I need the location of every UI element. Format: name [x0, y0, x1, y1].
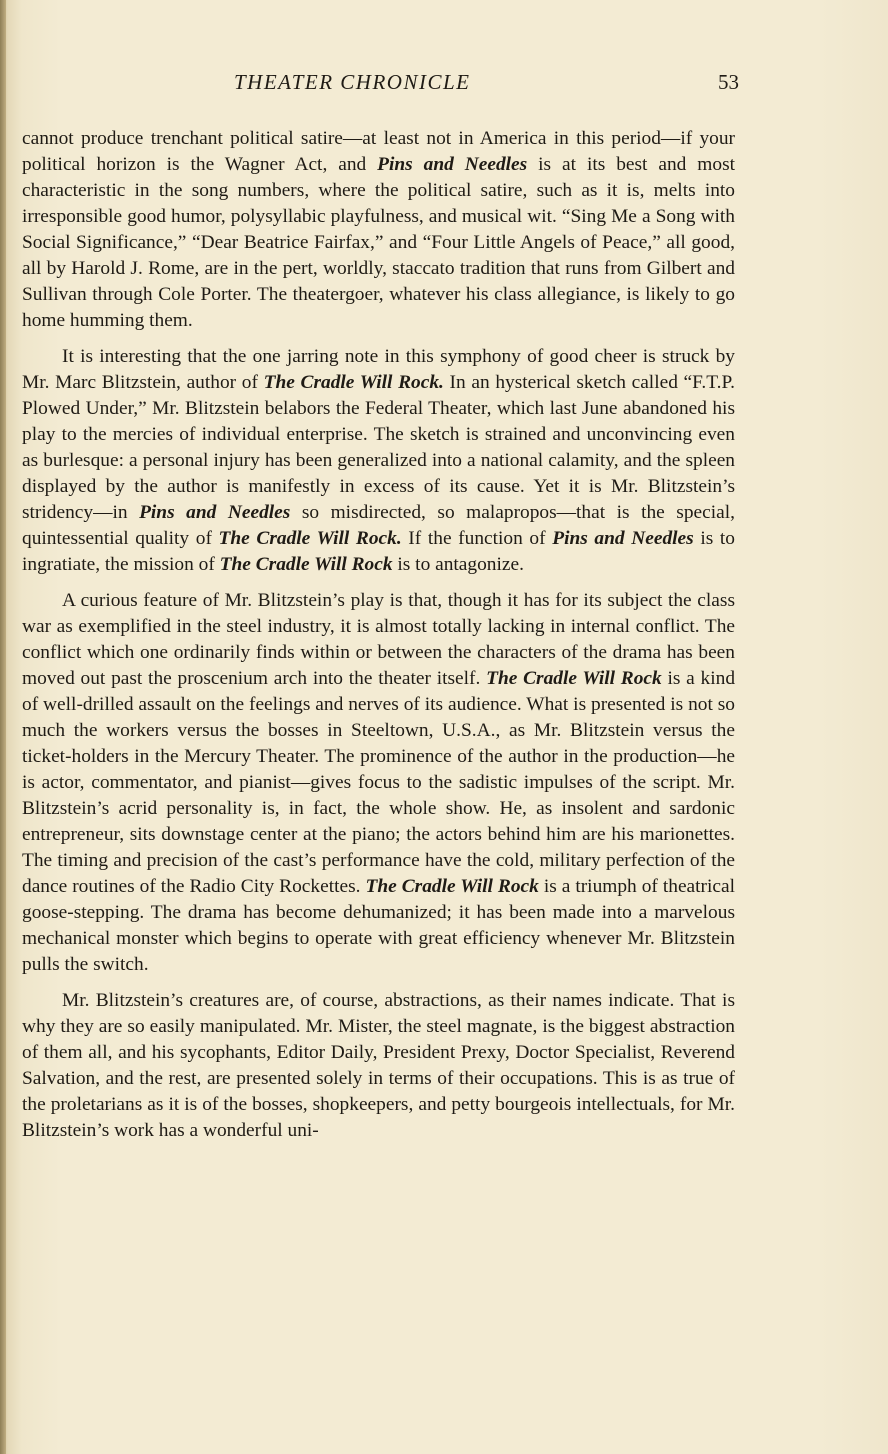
text-run: is to ingratiate, the mission of: [22, 528, 735, 575]
text-run: If the function of: [401, 528, 553, 549]
text-run: A curious feature of Mr. Blitzstein’s play is that, though it has for its subject the class war as exemplified in the steel industry, it is almost totally lacking in internal conflict. The conflict which one ordinarily finds within or between the characters of the drama has been moved out past the proscenium arch into the theater itself.: [22, 590, 735, 689]
text-run: is a triumph of theatrical goose-stepping. The drama has become dehumanized; it has been made into a marvelous mechanical monster which begins to operate with great efficiency whenever Mr. Blitzstein pulls the switch.: [22, 876, 735, 975]
page-binding-edge: [0, 0, 6, 1454]
page-number: 53: [718, 70, 739, 94]
italic-title: Pins and Needles: [377, 154, 528, 175]
text-run: Mr. Blitzstein’s creatures are, of course, abstractions, as their names indicate. That is why they are so easily manipulated. Mr. Mister, the steel magnate, is the biggest abstraction of them all, and his sycophants, Editor Daily, President Prexy, Doctor Specialist, Reverend Salvation, and the rest, are presented solely in terms of their occupations. This is as true of the proletarians as it is of the bosses, shopkeepers, and petty bourgeois intellectuals, for Mr. Blitzstein’s work has a wonderful uni-: [22, 990, 735, 1141]
text-run: so misdirected, so malapropos—that is the special, quintessential quality of: [22, 502, 735, 549]
text-run: is at its best and most characteristic in the song numbers, where the political satire, such as it is, melts into irresponsible good humor, polysyllabic playfulness, and musical wit. “Sing Me a Song with Social Significance,” “Dear Beatrice Fairfax,” and “Four Little Angels of Peace,” all good, all by Harold J. Rome, are in the pert, worldly, staccato tradition that runs from Gilbert and Sullivan through Cole Porter. The theatergoer, whatever his class allegiance, is likely to go home humming them.: [22, 154, 736, 331]
text-run: It is interesting that the one jarring note in this symphony of good cheer is struck by Mr. Marc Blitzstein, author of: [22, 346, 735, 393]
italic-title: The Cradle Will Rock: [486, 668, 662, 689]
text-run: is a kind of well-drilled assault on the feelings and nerves of its audience. What is presented is not so much the workers versus the bosses in Steeltown, U.S.A., as Mr. Blitzstein versus the ticket-holders in the Mercury Theater. The prominence of the author in the production—he is actor, commentator, and pianist—gives focus to the sadistic impulses of the script. Mr. Blitzstein’s acrid personality is, in fact, the whole show. He, as insolent and sardonic entrepreneur, sits downstage center at the piano; the actors behind him are his marionettes. The timing and precision of the cast’s performance have the cold, military perfection of the dance routines of the Radio City Rockettes.: [22, 668, 736, 897]
running-head: THEATER CHRONICLE: [234, 70, 471, 94]
paragraph-4: [22, 988, 735, 1144]
italic-title: The Cradle Will Rock.: [263, 372, 444, 393]
text-run: cannot produce trenchant political satire—at least not in America in this period—if your political horizon is the Wagner Act, and: [22, 128, 735, 175]
body-text: [22, 126, 735, 1154]
page-header: [234, 70, 739, 106]
italic-title: Pins and Needles: [139, 502, 291, 523]
text-run: is to antagonize.: [392, 554, 524, 575]
italic-title: The Cradle Will Rock.: [218, 528, 402, 549]
italic-title: Pins and Needles: [552, 528, 694, 549]
paragraph-1: [22, 126, 735, 334]
paragraph-3: [22, 588, 735, 978]
italic-title: The Cradle Will Rock: [219, 554, 393, 575]
text-run: In an hysterical sketch called “F.T.P. Plowed Under,” Mr. Blitzstein belabors the Federal Theater, which last June abandoned his play to the mercies of individual enterprise. The sketch is strained and unconvincing even as burlesque: a personal injury has been generalized into a national calamity, and the spleen displayed by the author is manifestly in excess of its cause. Yet it is Mr. Blitzstein’s stridency—in: [22, 372, 735, 523]
italic-title: The Cradle Will Rock: [365, 876, 539, 897]
paragraph-2: [22, 344, 735, 578]
